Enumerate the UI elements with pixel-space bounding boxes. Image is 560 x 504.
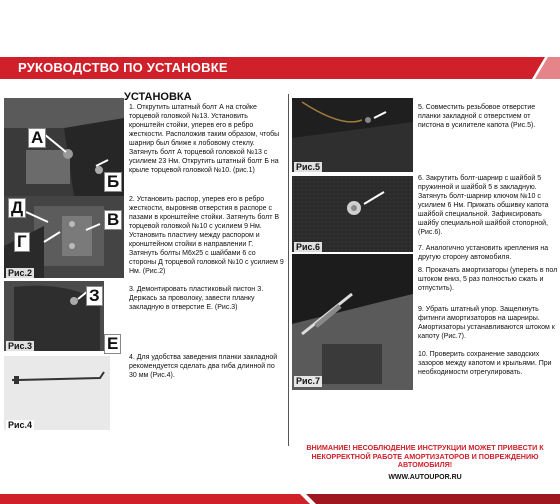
- fig3-label: Рис.3: [8, 341, 33, 351]
- marker-v: В: [104, 210, 122, 230]
- step-2: 2. Установить распор, уперев его в ребро жесткости, выровняв отверстия в распоре с пазами в кронштейне стойки. Затянуть болт В торцевой головкой №10 с усилием 9 Нм. Установить пластину между распором и кронштейном стойки в направлении Г. Затянуть болты М6х25 с шайбами 6 со стороны Д торцевой головкой №10 с усилием 9 Нм. (Рис.2): [129, 196, 284, 275]
- step-4: 4. Для удобства заведения планки закладной рекомендуется сделать два гиба длинной по 30 мм (Рис.4).: [129, 354, 278, 379]
- step-5: 5. Совместить резьбовое отверстие планки закладной с отверстием от пистона в усилителе капота (Рис.5).: [418, 104, 536, 129]
- footer-url[interactable]: WWW.AUTOUPOR.RU: [388, 474, 462, 481]
- marker-d: Д: [8, 198, 26, 218]
- step-6: 6. Закрутить болт-шарнир с шайбой 5 пружинной и шайбой 5 в закладную. Затянуть болт-шарнир ключом №10 с усилием 6 Нм. Прижать обшивку капота шайбой специальной. Зафиксировать шайбу специальной шайбой стопорной, (Рис.6).: [418, 175, 549, 236]
- marker-z: З: [86, 286, 103, 306]
- marker-g: Г: [14, 232, 30, 252]
- warning-text: ВНИМАНИЕ! НЕСОБЛЮДЕНИЕ ИНСТРУКЦИИ МОЖЕТ ПРИВЕСТИ К НЕКОРРЕКТНОЙ РАБОТЕ АМОРТИЗАТОРОВ И ПОВРЕЖДЕНИЮ АВТОМОБИЛЯ!: [306, 443, 544, 469]
- step-7: 7. Аналогично установить крепления на другую сторону автомобиля.: [418, 245, 549, 261]
- step-8: 8. Прокачать амортизаторы (упереть в пол штоком вниз, 5 раз полностью сжать и отпустить).: [418, 267, 558, 292]
- photo-fig5: [292, 98, 413, 172]
- fig7-label: Рис.7: [296, 376, 321, 386]
- step-10: 10. Проверить сохранение заводских зазоров между капотом и крыльями. При необходимости отрегулировать.: [418, 351, 552, 376]
- fig6-label: Рис.6: [296, 242, 321, 252]
- column-divider: [288, 94, 289, 446]
- fig4-label: Рис.4: [8, 420, 33, 430]
- marker-a: А: [28, 128, 46, 148]
- fig2-label: Рис.2: [8, 268, 33, 278]
- section-title: УСТАНОВКА: [124, 91, 192, 103]
- marker-b: Б: [104, 172, 122, 192]
- step-3: 3. Демонтировать пластиковый пистон З. Держась за проволоку, завести планку закладную в отверстие Е. (Рис.3): [129, 286, 264, 311]
- photo-fig6: [292, 176, 413, 252]
- footer-banner: [0, 488, 560, 504]
- marker-e: Е: [104, 334, 121, 354]
- photo-fig7: [292, 254, 413, 390]
- step-1: 1. Открутить штатный болт А на стойке торцевой головкой №13. Установить кронштейн стойки, уперев его в ребро жесткости. Расположив таким образом, чтобы шарнир был ближе к лобовому стеклу. Затянуть болт А торцевой головкой №13 с усилием 23 Нм. Открутить штатный болт Б на крыле торцевой головкой №10. (рис.1): [129, 104, 280, 174]
- photo-fig4: [4, 356, 110, 430]
- page-title: РУКОВОДСТВО ПО УСТАНОВКЕ: [18, 60, 228, 75]
- step-9: 9. Убрать штатный упор. Защелкнуть фитинги амортизаторов на шарниры. Амортизаторы устанавливаются штоком к капоту (Рис.7).: [418, 306, 555, 340]
- fig5-label: Рис.5: [296, 162, 321, 172]
